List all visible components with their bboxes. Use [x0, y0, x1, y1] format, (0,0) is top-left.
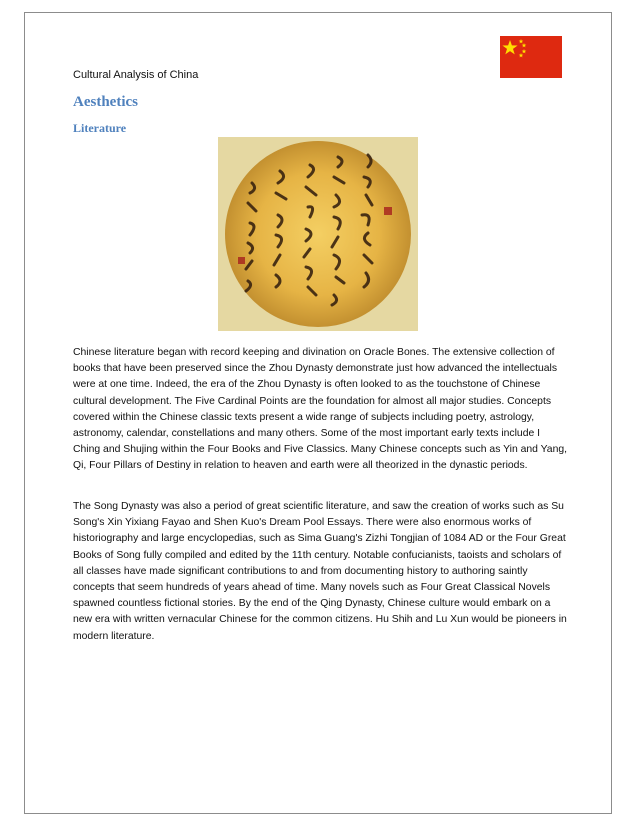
paragraph-2: The Song Dynasty was also a period of great scientific literature, and saw the creation of works such as Su Song's Xin Yixiang Fayao and Shen Kuo's Dream Pool Essays. There were also enormous works of historiography and large encyclopedias, such as Sima Guang's Zizhi Tongjian of 1084 AD or the Four Great Books of Song fully compiled and edited by the 11th century. Notable confucianists, taoists and scholars of all classes have made significant contributions to and from documenting history to authoring saintly concepts that seem hundreds of years ahead of time. Many novels such as Four Great Classical Novels spawned countless fictional stories. By the end of the Qing Dynasty, Chinese culture would embark on a new era with written vernacular Chinese for the common citizens. Hu Shih and Lu Xun would be pioneers in modern literature. [73, 501, 567, 642]
subsection-heading: Literature [73, 121, 127, 135]
china-flag-icon [500, 36, 562, 78]
running-header: Cultural Analysis of China [73, 69, 199, 81]
paragraph-1: Chinese literature began with record keeping and divination on Oracle Bones. The extensive collection of books that have been preserved since the Zhou Dynasty demonstrate just how advanced the intellectuals were at one time. Indeed, the era of the Zhou Dynasty is often looked to as the touchstone of Chinese cultural development. The Five Cardinal Points are the foundation for almost all major studies. Concepts covered within the Chinese classic texts present a wide range of subjects including poetry, astrology, astronomy, calendar, constellations and many others. Some of the most important early texts include I Ching and Shujing within the Four Books and Five Classics. Many Chinese concepts such as Yin and Yang, Qi, Four Pillars of Destiny in relation to heaven and earth were all theorized in the dynastic periods. [73, 347, 568, 472]
chinese-calligraphy-fan-image [218, 137, 418, 331]
section-heading: Aesthetics [73, 94, 138, 110]
